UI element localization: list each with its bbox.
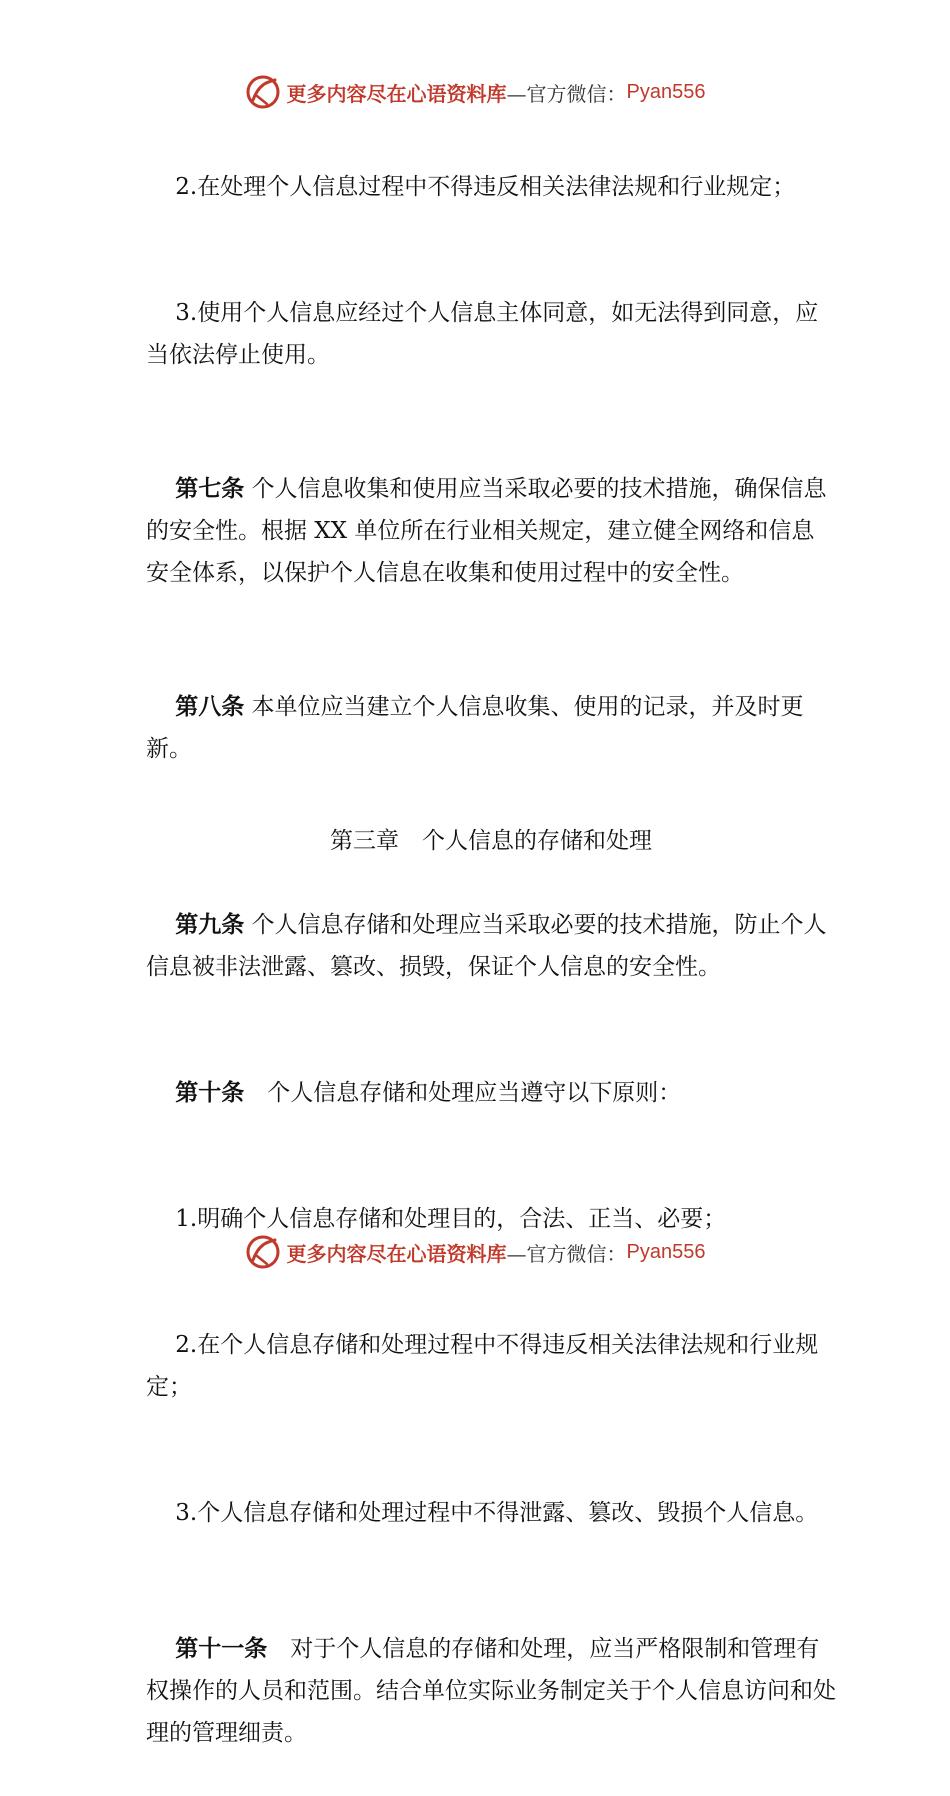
paragraph-text: 3.个人信息存储和处理过程中不得泄露、篡改、毁损个人信息。 — [175, 1500, 819, 1526]
article-10 — [146, 1030, 836, 1156]
article-label: 第八条 — [175, 694, 245, 720]
footer-banner — [0, 1232, 950, 1272]
article-8 — [146, 644, 836, 812]
article-text: 个人信息收集和使用应当采取必要的技术措施，确保信息的安全性。根据 XX 单位所在行业相关规定，建立健全网络和信息安全体系，以保护个人信息在收集和使用过程中的安全性。 — [146, 476, 827, 586]
paragraph-item-3b — [146, 1450, 836, 1576]
banner-separator: —官方微信： — [506, 1241, 627, 1266]
logo-icon — [245, 1234, 281, 1270]
banner-wechat-id: Pyan556 — [626, 80, 706, 103]
banner-title: 更多内容尽在心语资料库 — [286, 81, 507, 106]
paragraph-text: 2.在处理个人信息过程中不得违反相关法律法规和行业规定； — [175, 174, 796, 200]
article-text: 个人信息存储和处理应当遵守以下原则： — [244, 1080, 682, 1106]
article-text: 本单位应当建立个人信息收集、使用的记录，并及时更新。 — [146, 694, 804, 762]
paragraph-text: 2.在个人信息存储和处理过程中不得违反相关法律法规和行业规定； — [146, 1332, 819, 1400]
header-banner — [0, 72, 950, 112]
article-11 — [146, 1586, 836, 1796]
logo-icon — [245, 74, 281, 110]
paragraph-text: 3.使用个人信息应经过个人信息主体同意，如无法得到同意，应当依法停止使用。 — [146, 300, 819, 368]
paragraph-text: 1.明确个人信息存储和处理目的，合法、正当、必要； — [175, 1206, 727, 1232]
paragraph-item-2 — [146, 124, 836, 250]
chapter-heading: 第三章 个人信息的存储和处理 — [330, 828, 652, 854]
article-label: 第十一条 — [175, 1636, 268, 1662]
paragraph-item-3 — [146, 250, 836, 418]
article-text: 对于个人信息的存储和处理，应当严格限制和管理有权操作的人员和范围。结合单位实际业务制定关于个人信息访问和处理的管理细责。 — [146, 1636, 836, 1746]
article-7 — [146, 426, 836, 636]
paragraph-item-2b — [146, 1282, 836, 1450]
article-label: 第七条 — [175, 476, 245, 502]
article-label: 第九条 — [175, 912, 245, 938]
banner-separator: —官方微信： — [506, 81, 627, 106]
article-text: 个人信息存储和处理应当采取必要的技术措施，防止个人信息被非法泄露、篡改、损毁，保证个人信息的安全性。 — [146, 912, 827, 980]
banner-wechat-id: Pyan556 — [626, 1240, 706, 1263]
article-label: 第十条 — [175, 1080, 245, 1106]
article-9 — [146, 862, 836, 1030]
banner-title: 更多内容尽在心语资料库 — [286, 1241, 507, 1266]
document-body — [146, 124, 836, 1796]
